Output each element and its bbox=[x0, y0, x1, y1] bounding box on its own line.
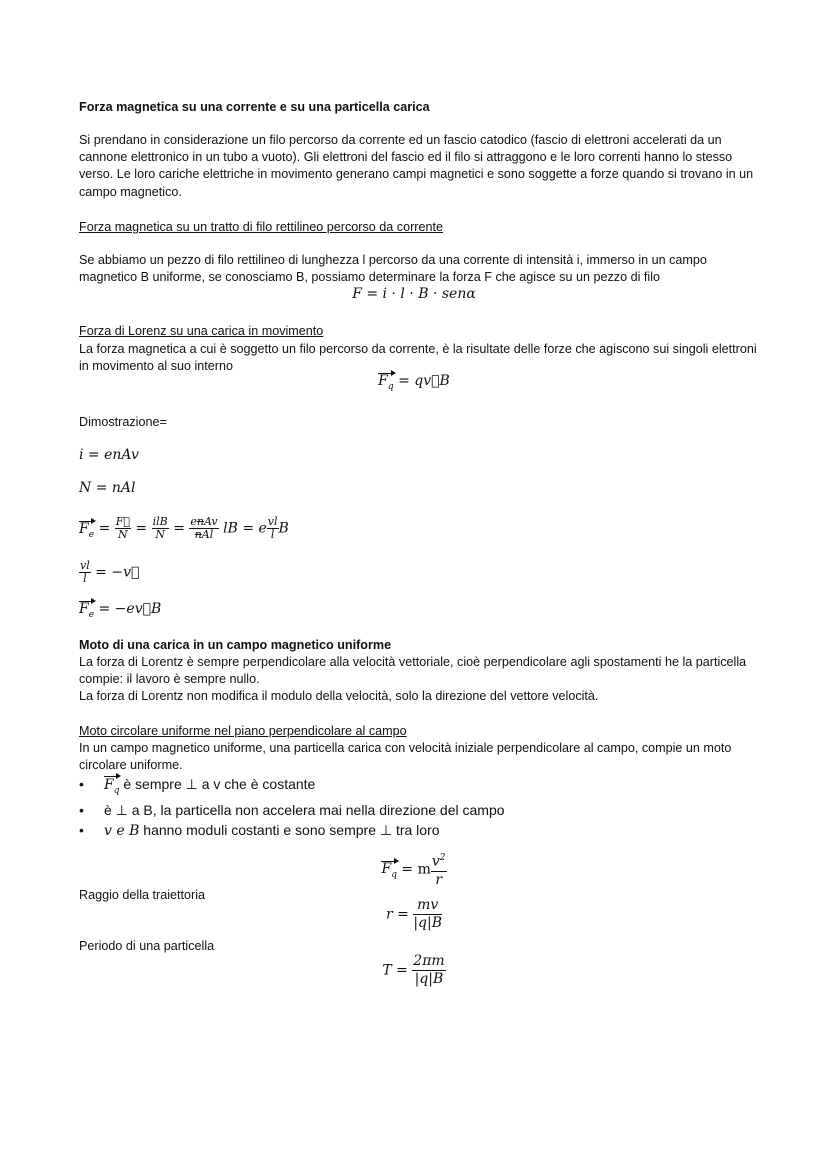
list-item: • v e B hanno moduli costanti e sono sempre ⊥ tra loro bbox=[79, 821, 759, 842]
eq-velocity: $\frac{vl}{l}$ = −v⃗ bbox=[80, 559, 140, 585]
eq-current: i = enAv bbox=[79, 447, 139, 463]
formula-lorenz: $F_q$ = qv⃗B bbox=[378, 373, 450, 392]
wire-force-paragraph: Se abbiamo un pezzo di filo rettilineo di lunghezza l percorso da una corrente di intensità i, immerso in un campo magnetico B uniforme, se conosciamo B, possiamo determinare la forza F che agisce su un pezzo di filo bbox=[79, 253, 707, 285]
formula-radius: r = $\frac{mv}{|q|B}$ bbox=[385, 897, 442, 931]
motion-paragraph-2: La forza di Lorentz non modifica il modulo della velocità, solo la direzione del vettore velocità. bbox=[79, 689, 599, 703]
list-item: • $F_q$ è sempre ⊥ a v che è costante bbox=[79, 775, 759, 801]
eq-force-result: $F_e$ = −ev⃗B bbox=[79, 601, 759, 624]
eq-count: N = nAl bbox=[79, 480, 136, 496]
section-heading-wire-force: Forza magnetica su un tratto di filo rettilineo percorso da corrente bbox=[79, 220, 444, 234]
formula-wire-force: F = i · l · B · senα bbox=[352, 286, 476, 302]
section-heading-motion: Moto di una carica in un campo magnetico uniforme bbox=[79, 638, 392, 652]
circular-paragraph: In un campo magnetico uniforme, una particella carica con velocità iniziale perpendicolare al campo, compie un moto circolare uniforme. bbox=[79, 741, 732, 773]
period-label: Periodo di una particella bbox=[79, 939, 215, 953]
motion-paragraph-1: La forza di Lorentz è sempre perpendicolare alla velocità vettoriale, cioè perpendicolare agli spostamenti he la particella compie: il lavoro è sempre nullo. bbox=[79, 655, 747, 687]
lorenz-paragraph: La forza magnetica a cui è soggetto un filo percorso da corrente, è la risultate delle forze che agiscono sui singoli elettroni in movimento al suo interno bbox=[79, 342, 757, 374]
eq-force-electron: $F_e$ = $\frac{F⃗}{N}$ = $\frac{\text{ilB}}{N}$ = $\frac{\text{enAv}}{\text{nAl}}$ lB = e $\frac{vl}{l}$ B bbox=[79, 516, 759, 544]
radius-label: Raggio della traiettoria bbox=[79, 888, 206, 902]
section-heading-circular: Moto circolare uniforme nel piano perpendicolare al campo bbox=[79, 724, 407, 738]
document-title: Forza magnetica su una corrente e su una particella carica bbox=[79, 100, 430, 114]
formula-period: T = $\frac{2\pi m}{|q|B}$ bbox=[382, 953, 445, 987]
bullet-list bbox=[79, 775, 759, 841]
intro-paragraph: Si prendano in considerazione un filo percorso da corrente ed un fascio catodico (fascio di elettroni accelerati da un cannone elettronico in un tubo a vuoto). Gli elettroni del fascio ed il filo si attraggono e le loro correnti hanno lo stesso verso. Le loro cariche elettriche in movimento generano campi magnetici e sono soggette a forze quando si trovano in un campo magnetico. bbox=[79, 133, 754, 199]
section-heading-lorenz: Forza di Lorenz su una carica in movimento bbox=[79, 324, 324, 338]
demo-label: Dimostrazione= bbox=[79, 415, 167, 429]
formula-centripetal: $F_q = m$ $\frac{v^2}{r}$ bbox=[0, 850, 828, 889]
list-item: • è ⊥ a B, la particella non accelera mai nella direzione del campo bbox=[79, 801, 759, 821]
